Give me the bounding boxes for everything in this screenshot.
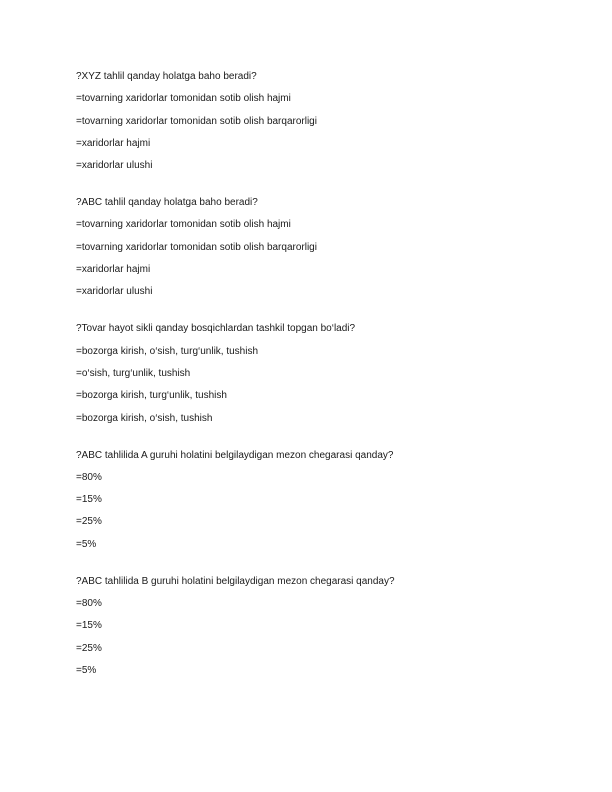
answer-option: =xaridorlar ulushi (76, 160, 153, 172)
answer-option: =tovarning xaridorlar tomonidan sotib olish barqarorligi (76, 241, 317, 253)
answer-option: =tovarning xaridorlar tomonidan sotib olish hajmi (76, 219, 291, 231)
question-text: ?Tovar hayot sikli qanday bosqichlardan tashkil topgan bo‘ladi? (76, 323, 356, 335)
answer-option: =xaridorlar hajmi (76, 137, 151, 149)
question-block-5 (76, 575, 576, 677)
document-content (76, 70, 576, 701)
question-text: ?ABC tahlilida A guruhi holatini belgilaydigan mezon chegarasi qanday? (76, 449, 394, 461)
answer-option: =15% (76, 620, 102, 632)
answer-option: =bozorga kirish, turg‘unlik, tushish (76, 390, 227, 402)
answer-option: =5% (76, 664, 97, 676)
question-block-2 (76, 196, 576, 298)
answer-option: =bozorga kirish, o‘sish, tushish (76, 412, 213, 424)
answer-option: =15% (76, 494, 102, 506)
question-text: ?XYZ tahlil qanday holatga baho beradi? (76, 71, 257, 82)
answer-option: =80% (76, 598, 102, 610)
answer-option: =25% (76, 516, 102, 528)
question-block-3 (76, 322, 576, 424)
answer-option: =tovarning xaridorlar tomonidan sotib olish barqarorligi (76, 115, 317, 127)
answer-option: =80% (76, 471, 102, 483)
answer-option: =xaridorlar ulushi (76, 286, 153, 298)
question-text: ?ABC tahlilida B guruhi holatini belgilaydigan mezon chegarasi qanday? (76, 575, 395, 587)
answer-option: =5% (76, 538, 97, 550)
question-text: ?ABC tahlil qanday holatga baho beradi? (76, 197, 258, 209)
answer-option: =bozorga kirish, o‘sish, turg‘unlik, tushish (76, 345, 259, 357)
answer-option: =xaridorlar hajmi (76, 264, 151, 276)
answer-option: =o‘sish, turg‘unlik, tushish (76, 367, 191, 379)
question-block-1 (76, 70, 576, 172)
answer-option: =25% (76, 642, 102, 654)
answer-option: =tovarning xaridorlar tomonidan sotib olish hajmi (76, 93, 291, 105)
question-block-4 (76, 449, 576, 551)
